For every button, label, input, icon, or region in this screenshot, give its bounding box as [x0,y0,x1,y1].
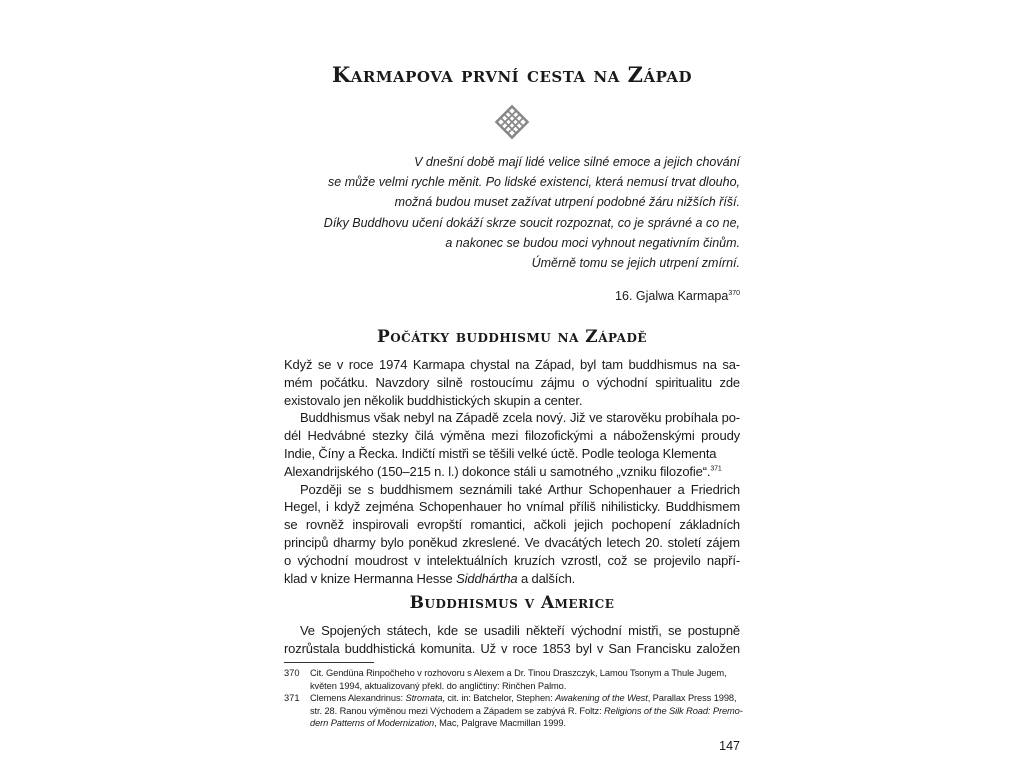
text-run: Alexandrijského (150–215 n. l.) dokonce stáli u samotného „vzniku filozofie“. [284,463,711,479]
chapter-title: Karmapova první cesta na Západ [332,62,692,87]
attribution-text: 16. Gjalwa Karmapa [615,289,729,303]
text-run: Stromata [405,693,443,704]
body-line [284,445,740,463]
text-run: Religions of the Silk Road: Premo- [604,705,743,716]
body-line [284,356,740,374]
body-line [284,570,740,588]
footnote-divider [284,662,374,663]
quote-line: se může velmi rychle měnit. Po lidské existenci, která nemusí trvat dlouho, [328,175,740,190]
text-run: Hegel, i když zejména Schopenhauer ho vnímal příliš nihilisticky. Buddhismem [284,499,740,515]
text-run: Siddhártha [456,570,518,586]
footnotes [284,667,743,730]
text-run: o východní moudrost v intelektuálních kruzích vzrostl, což se projevilo napří- [284,552,740,568]
body-line [284,409,740,427]
text-run: , cit. in: Batchelor, Stephen: [442,693,556,704]
body-line [284,392,740,410]
body-line [284,534,740,552]
body-line [284,640,740,658]
body-line [284,463,740,481]
text-run: principů dharmy bylo poněkud zkreslené. Ve dvacátých letech 20. století zájem [284,534,740,550]
text-run: mém počátku. Navzdory silně rostoucímu zájmu o východní spiritualitu zde [284,374,740,390]
text-run: se rovněž inspirovali evropští romantici, ačkoli jejich pochopení základních [284,517,740,533]
footnote-ref[interactable]: 371 [710,465,722,473]
footnote-line [310,705,743,718]
footnote [284,667,740,692]
text-run: Indie, Číny a Řecka. Indičtí mistři se těšili velké úctě. Podle teologa Klementa [284,445,717,461]
text-run: rozrůstala buddhistická komunita. Už v roce 1853 byl v San Francisku založen [284,640,740,656]
body-line [284,516,740,534]
text-run: , Mac, Palgrave Macmillan 1999. [434,718,566,729]
footnote-line [310,717,743,730]
text-run: , Parallax Press 1998, [647,693,737,704]
text-run: existovalo jen několik buddhistických skupin a center. [284,392,583,408]
section-body [284,356,740,587]
footnote-line [310,667,726,680]
body-line [284,622,740,640]
epigraph-attribution [284,288,740,304]
text-run: dél Hedvábné stezky čilá výměna mezi filozofickými a náboženskými proudy [284,428,740,444]
text-run: Awakening of the West [555,693,648,704]
quote-line: a nakonec se budou moci vyhnout negativním činům. [445,235,740,250]
text-run: str. 28. Ranou výměnou mezi Východem a Západem se zabývá R. Foltz: [310,705,605,716]
text-run: a dalších. [517,570,576,586]
quote-line: Úměrně tomu se jejich utrpení zmírní. [531,256,740,271]
footnote-ref[interactable]: 370 [728,289,740,297]
footnote-line [310,680,726,693]
body-line [284,374,740,392]
text-run: Později se s buddhismem seznámili také Arthur Schopenhauer a Friedrich [300,481,740,497]
body-line [284,481,740,499]
text-run: Cit. Gendüna Rinpočheho v rozhovoru s Alexem a Dr. Tinou Draszczyk, Lamou Tsonym a Thule Jugem, [310,668,727,678]
page-number: 147 [719,739,740,753]
text-run: Buddhismus však nebyl na Západě zcela nový. Již ve starověku probíhala po- [300,410,740,426]
body-line [284,427,740,445]
section-heading: Buddhismus v Americe [409,593,615,613]
body-line [284,552,740,570]
text-run: dern Patterns of Modernization [310,718,435,729]
text-run: klad v knize Hermanna Hesse [284,570,457,586]
text-run: Clemens Alexandrinus: [310,693,406,704]
endless-knot-icon [492,102,532,142]
text-run: Když se v roce 1974 Karmapa chystal na Západ, byl tam buddhismus na sa- [284,357,740,372]
text-run: květen 1994, aktualizovaný překl. do angličtiny: Rinčhen Palmo. [310,680,567,691]
body-line [284,498,740,516]
footnote [284,692,743,730]
quote-line: možná budou muset zažívat utrpení podobné žáru nižších říší. [394,195,740,210]
quote-line: V dnešní době mají lidé velice silné emoce a jejich chování [414,155,740,169]
section-heading: Počátky buddhismu na Západě [376,327,648,347]
epigraph-quote [284,152,740,273]
footnote-number: 371 [284,693,300,704]
text-run: Ve Spojených státech, kde se usadili někteří východní mistři, se postupně [300,623,740,638]
footnote-line [310,692,743,705]
footnote-number: 370 [284,668,300,678]
section-body [284,622,740,658]
quote-line: Díky Buddhovu učení dokáží skrze soucit rozpoznat, co je správné a co ne, [323,215,740,230]
